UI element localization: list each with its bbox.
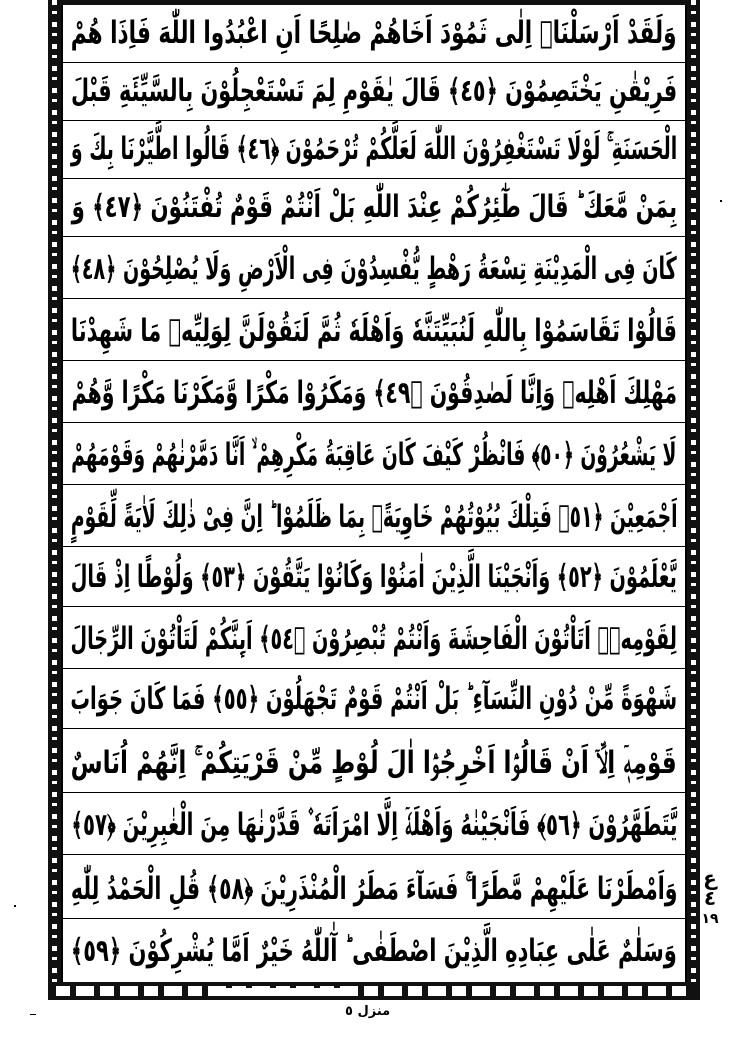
verse-text: لِقَوْمِهٖۤ اَتَاْتُوْنَ الْفَاحِشَةَ وَاَنْتُمْ تُبْصِرُوْنَ ﴿٥٤﴾ اَىِٕنَّكُمْ لَتَاْتُوْنَ الرِّجَالَ	[70, 621, 678, 657]
text-line-3	[63, 121, 685, 179]
text-line-9	[63, 489, 685, 547]
verse-text: كَانَ فِی الْمَدِیْنَةِ تِسْعَةُ رَهْطٍ یُّفْسِدُوْنَ فِی الْاَرْضِ وَلَا یُصْلِحُوْنَ ﴿٤٨﴾	[70, 251, 678, 287]
page-border-left	[48, 0, 61, 992]
scan-speck	[30, 1014, 36, 1015]
verse-text: وَسَلٰمٌ عَلٰی عِبَادِهِ الَّذِیْنَ اصْطَفٰی ؕ آٰللّٰهُ خَیْرٌ اَمَّا یُشْرِكُوْنَ ﴿٥٩﴾	[71, 932, 677, 969]
scan-speck	[14, 905, 16, 907]
text-line-10	[63, 549, 685, 607]
scan-speck	[720, 200, 722, 202]
verse-text: لَا یَشْعُرُوْنَ ﴿٥٠﴾ فَانْظُرْ كَیْفَ كَانَ عَاقِبَةُ مَكْرِهِمْ ۙ اَنَّا دَمَّرْنٰهُمْ وَقَوْمَهُمْ	[71, 437, 677, 473]
verse-text: بِمَنْ مَّعَكَ ؕ قَالَ طٰٓئِرُكُمْ عِنْدَ اللّٰهِ بَلْ اَنْتُمْ قَوْمٌ تُفْتَنُوْنَ ﴿٤٧﴾ وَ	[71, 189, 677, 225]
verse-text: یَّتَطَهَّرُوْنَ ﴿٥٦﴾ فَاَنْجَیْنٰهُ وَاَهْلَهٗۤ اِلَّا امْرَاَتَهٗ ۫ قَدَّرْنٰهَا مِنَ الْغٰبِرِیْنَ ﴿٥٧﴾	[70, 807, 678, 843]
text-line-14	[63, 797, 685, 855]
text-line-13	[63, 735, 685, 793]
text-frame	[61, 5, 687, 982]
text-line-4	[63, 179, 685, 237]
text-line-11	[63, 611, 685, 669]
verse-text: الْحَسَنَةِ ۚ لَوْلَا تَسْتَغْفِرُوْنَ اللّٰهَ لَعَلَّكُمْ تُرْحَمُوْنَ ﴿٤٦﴾ قَالُوا اطَّیَّرْنَا بِكَ وَ	[70, 131, 678, 167]
verse-text: شَهْوَةً مِّنْ دُوْنِ النِّسَآءِ ؕ بَلْ اَنْتُمْ قَوْمٌ تَجْهَلُوْنَ ﴿٥٥﴾ فَمَا كَانَ جَوَابَ	[70, 681, 678, 717]
verse-text: یَّعْلَمُوْنَ ﴿٥٢﴾ وَاَنْجَیْنَا الَّذِیْنَ اٰمَنُوْا وَكَانُوْا یَتَّقُوْنَ ﴿٥٣﴾ وَلُوْطًا اِذْ قَالَ	[70, 559, 678, 595]
ruku-number: ٤	[703, 886, 717, 910]
ruku-verse-count: ١٩	[701, 911, 719, 927]
text-line-8	[63, 427, 685, 485]
mushaf-page	[48, 0, 700, 1000]
verse-text: مَهْلِكَ اَهْلِهٖ وَاِنَّا لَصٰدِقُوْنَ ﴿٤٩﴾ وَمَكَرُوْا مَكْرًا وَّمَكَرْنَا مَكْرًا وَّهُمْ	[71, 375, 677, 411]
text-line-15	[63, 861, 685, 919]
text-line-1	[63, 5, 685, 63]
verse-text: فَرِیْقٰنِ یَخْتَصِمُوْنَ ﴿٤٥﴾ قَالَ یٰقَوْمِ لِمَ تَسْتَعْجِلُوْنَ بِالسَّیِّئَةِ قَبْلَ	[70, 73, 678, 109]
ruku-margin-marker	[690, 868, 730, 938]
text-line-2	[63, 63, 685, 121]
verse-text: قَالُوْا تَقَاسَمُوْا بِاللّٰهِ لَنُبَیِّتَنَّهٗ وَاَهْلَهٗ ثُمَّ لَنَقُوْلَنَّ لِوَلِیِّهٖ مَا شَهِدْنَا	[70, 313, 678, 349]
page-border-right	[687, 0, 700, 992]
verse-text: وَلَقَدْ اَرْسَلْنَاۤ اِلٰی ثَمُوْدَ اَخَاهُمْ صٰلِحًا اَنِ اعْبُدُوا اللّٰهَ فَاِذَا هُمْ	[71, 15, 677, 51]
page-border-bottom	[48, 982, 700, 1000]
ruku-symbol: ع	[703, 866, 717, 890]
text-line-5	[63, 241, 685, 299]
verse-text: اَجْمَعِیْنَ ﴿٥١﴾ فَتِلْكَ بُیُوْتُهُمْ خَاوِیَةًۢ بِمَا ظَلَمُوْا ؕ اِنَّ فِیْ ذٰلِكَ لَاٰیَةً لِّقَوْمٍ	[70, 499, 678, 535]
text-line-16	[63, 922, 685, 980]
verse-text: قَوْمِهٖۤ اِلَّاۤ اَنْ قَالُوْۤا اَخْرِجُوْۤا اٰلَ لُوْطٍ مِّنْ قَرْیَتِكُمْ ۚ اِنَّهُمْ اُنَاسٌ	[70, 745, 678, 781]
verse-text: وَاَمْطَرْنَا عَلَیْهِمْ مَّطَرًا ۚ فَسَآءَ مَطَرُ الْمُنْذَرِیْنَ ﴿٥٨﴾ قُلِ الْحَمْدُ لِلّٰهِ	[70, 871, 678, 907]
text-line-7	[63, 365, 685, 423]
text-line-12	[63, 671, 685, 729]
text-line-6	[63, 303, 685, 361]
manzil-footer-mark: منزل ٥	[345, 1004, 391, 1019]
